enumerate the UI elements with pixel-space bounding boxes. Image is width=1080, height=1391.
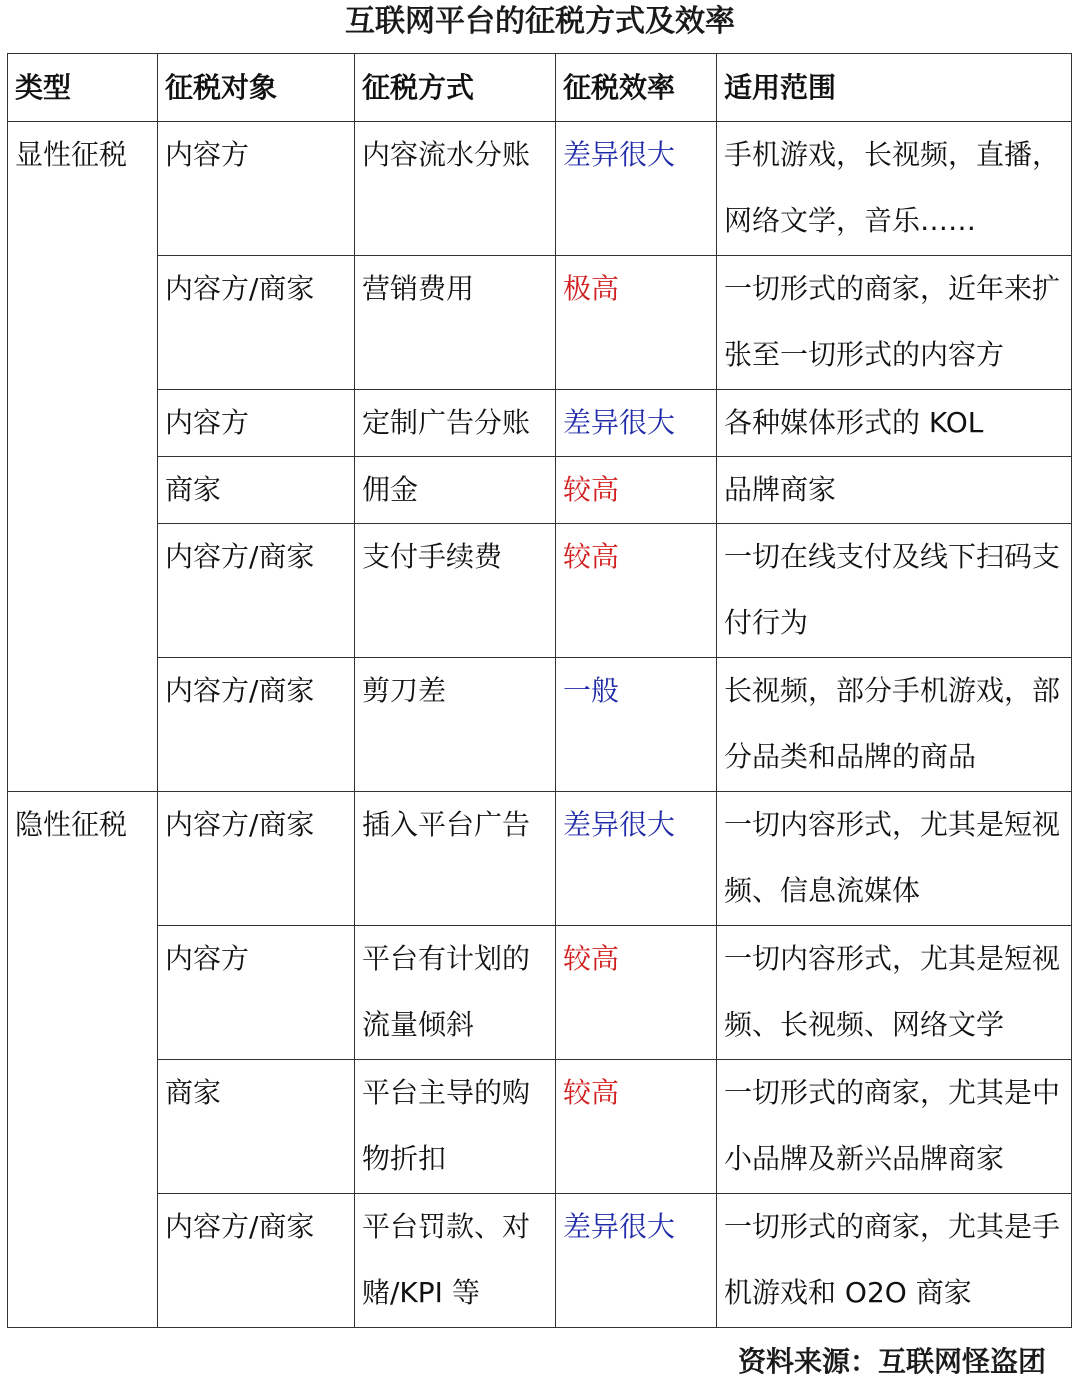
efficiency-cell: 差异很大 — [556, 1194, 717, 1328]
target-cell: 内容方 — [158, 390, 355, 457]
type-cell: 隐性征税 — [8, 792, 158, 1328]
table-row — [8, 457, 1072, 524]
table-title: 互联网平台的征税方式及效率 — [345, 4, 735, 39]
table-row — [8, 926, 1072, 1060]
method-cell: 营销费用 — [355, 256, 556, 390]
efficiency-cell: 差异很大 — [556, 122, 717, 256]
efficiency-cell: 较高 — [556, 457, 717, 524]
scope-cell: 一切形式的商家，近年来扩张至一切形式的内容方 — [717, 256, 1072, 390]
header-scope: 适用范围 — [717, 54, 1072, 122]
header-target: 征税对象 — [158, 54, 355, 122]
table-row — [8, 1060, 1072, 1194]
scope-cell: 品牌商家 — [717, 457, 1072, 524]
method-cell: 平台有计划的流量倾斜 — [355, 926, 556, 1060]
target-cell: 内容方/商家 — [158, 792, 355, 926]
source-note: 资料来源：互联网怪盗团 — [737, 1345, 1046, 1378]
target-cell: 商家 — [158, 457, 355, 524]
table-row — [8, 792, 1072, 926]
header-type: 类型 — [8, 54, 158, 122]
table-row — [8, 390, 1072, 457]
scope-cell: 一切在线支付及线下扫码支付行为 — [717, 524, 1072, 658]
table-row — [8, 524, 1072, 658]
target-cell: 商家 — [158, 1060, 355, 1194]
method-cell: 插入平台广告 — [355, 792, 556, 926]
table-row — [8, 122, 1072, 256]
method-cell: 平台主导的购物折扣 — [355, 1060, 556, 1194]
scope-cell: 手机游戏，长视频，直播，网络文学，音乐…… — [717, 122, 1072, 256]
efficiency-cell: 差异很大 — [556, 792, 717, 926]
efficiency-cell: 极高 — [556, 256, 717, 390]
method-cell: 剪刀差 — [355, 658, 556, 792]
header-efficiency: 征税效率 — [556, 54, 717, 122]
method-cell: 内容流水分账 — [355, 122, 556, 256]
type-cell: 显性征税 — [8, 122, 158, 792]
efficiency-cell: 较高 — [556, 524, 717, 658]
table-row — [8, 256, 1072, 390]
efficiency-cell: 较高 — [556, 926, 717, 1060]
method-cell: 佣金 — [355, 457, 556, 524]
scope-cell: 一切形式的商家，尤其是手机游戏和 O2O 商家 — [717, 1194, 1072, 1328]
scope-cell: 一切内容形式，尤其是短视频、长视频、网络文学 — [717, 926, 1072, 1060]
target-cell: 内容方/商家 — [158, 658, 355, 792]
efficiency-cell: 差异很大 — [556, 390, 717, 457]
target-cell: 内容方/商家 — [158, 1194, 355, 1328]
tax-table — [7, 53, 1072, 1328]
efficiency-cell: 较高 — [556, 1060, 717, 1194]
method-cell: 定制广告分账 — [355, 390, 556, 457]
header-method: 征税方式 — [355, 54, 556, 122]
target-cell: 内容方/商家 — [158, 524, 355, 658]
efficiency-cell: 一般 — [556, 658, 717, 792]
method-cell: 平台罚款、对赌/KPI 等 — [355, 1194, 556, 1328]
table-header-row — [8, 54, 1072, 122]
scope-cell: 一切内容形式，尤其是短视频、信息流媒体 — [717, 792, 1072, 926]
method-cell: 支付手续费 — [355, 524, 556, 658]
table-row — [8, 658, 1072, 792]
scope-cell: 一切形式的商家，尤其是中小品牌及新兴品牌商家 — [717, 1060, 1072, 1194]
scope-cell: 各种媒体形式的 KOL — [717, 390, 1072, 457]
table-row — [8, 1194, 1072, 1328]
scope-cell: 长视频，部分手机游戏，部分品类和品牌的商品 — [717, 658, 1072, 792]
target-cell: 内容方/商家 — [158, 256, 355, 390]
target-cell: 内容方 — [158, 926, 355, 1060]
target-cell: 内容方 — [158, 122, 355, 256]
